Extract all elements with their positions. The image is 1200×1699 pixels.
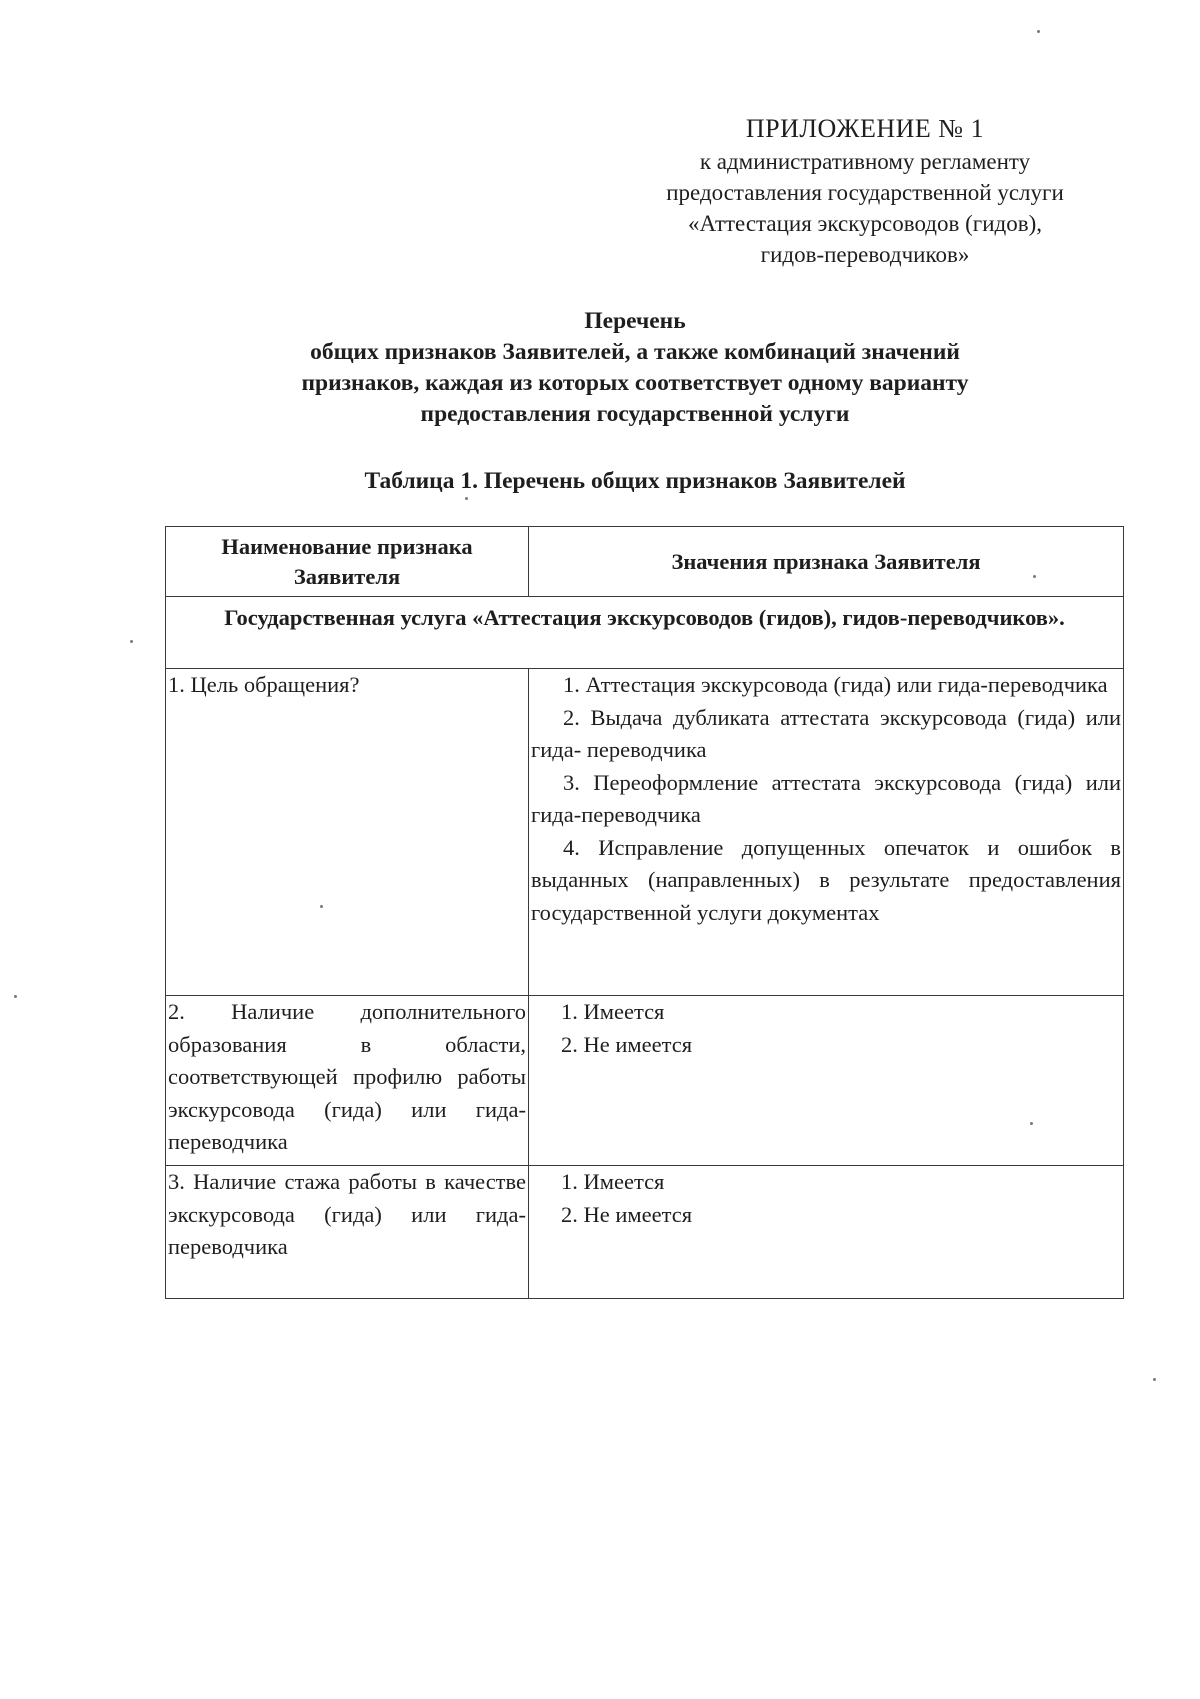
appendix-line: к административному регламенту (699, 149, 1031, 174)
values-cell (529, 1166, 1124, 1299)
scan-speck (320, 905, 323, 908)
table-row (166, 1166, 1124, 1299)
service-row (166, 597, 1124, 669)
scan-speck (14, 995, 17, 998)
column-header-values: Значения признака Заявителя (529, 527, 1124, 597)
appendix-title: ПРИЛОЖЕНИЕ № 1 (745, 114, 985, 143)
value-item: 1. Аттестация экскурсовода (гида) или гида-переводчика (563, 672, 1108, 697)
criterion-cell (166, 1166, 529, 1299)
values-cell (529, 996, 1124, 1166)
values-cell (529, 669, 1124, 996)
table-header-row (166, 527, 1124, 597)
value-item: 2. Не имеется (561, 1201, 693, 1227)
criterion-text: 2. Наличие дополнительного образования в области, соответствующей профилю работы экскурсовода (гида) или гида-переводчика (168, 999, 526, 1154)
table-row (166, 669, 1124, 996)
appendix-line: «Аттестация экскурсоводов (гидов), (687, 211, 1042, 236)
scan-speck (1153, 1378, 1156, 1381)
scan-speck (1037, 30, 1040, 33)
column-header-criterion: Наименование признака Заявителя (166, 527, 529, 597)
appendix-line: гидов-переводчиков» (760, 242, 970, 267)
table-row (166, 996, 1124, 1166)
value-item: 1. Имеется (561, 1169, 665, 1194)
heading-line: признаков, каждая из которых соответствует одному варианту (301, 370, 969, 396)
scan-speck (130, 640, 133, 643)
criteria-table (165, 526, 1124, 1299)
value-item: 3. Переоформление аттестата экскурсовода (гида) или гида-переводчика (531, 769, 1121, 827)
appendix-line: предоставления государственной услуги (666, 180, 1064, 205)
criterion-cell (166, 669, 529, 996)
criterion-text: 3. Наличие стажа работы в качестве экскурсовода (гида) или гида-переводчика (168, 1169, 526, 1259)
service-title: Государственная услуга «Аттестация экскурсоводов (гидов), гидов-переводчиков». (166, 597, 1124, 669)
table-caption: Таблица 1. Перечень общих признаков Заявителей (364, 468, 906, 494)
criterion-text: 1. Цель обращения? (168, 672, 360, 697)
heading-line: общих признаков Заявителей, а также комбинаций значений (310, 339, 960, 365)
scan-speck (465, 497, 468, 500)
value-item: 1. Имеется (561, 999, 665, 1024)
scan-speck (1033, 575, 1036, 578)
value-item: 4. Исправление допущенных опечаток и ошибок в выданных (направленных) в результате предоставления государственной услуги документах (531, 834, 1121, 925)
document-heading (160, 306, 1110, 430)
heading-line: Перечень (584, 308, 686, 334)
scan-speck (1030, 1122, 1033, 1125)
appendix-header (610, 112, 1120, 270)
heading-line: предоставления государственной услуги (420, 401, 850, 427)
value-item: 2. Выдача дубликата аттестата экскурсовода (гида) или гида- переводчика (531, 704, 1121, 762)
criterion-cell (166, 996, 529, 1166)
value-item: 2. Не имеется (561, 1031, 693, 1057)
